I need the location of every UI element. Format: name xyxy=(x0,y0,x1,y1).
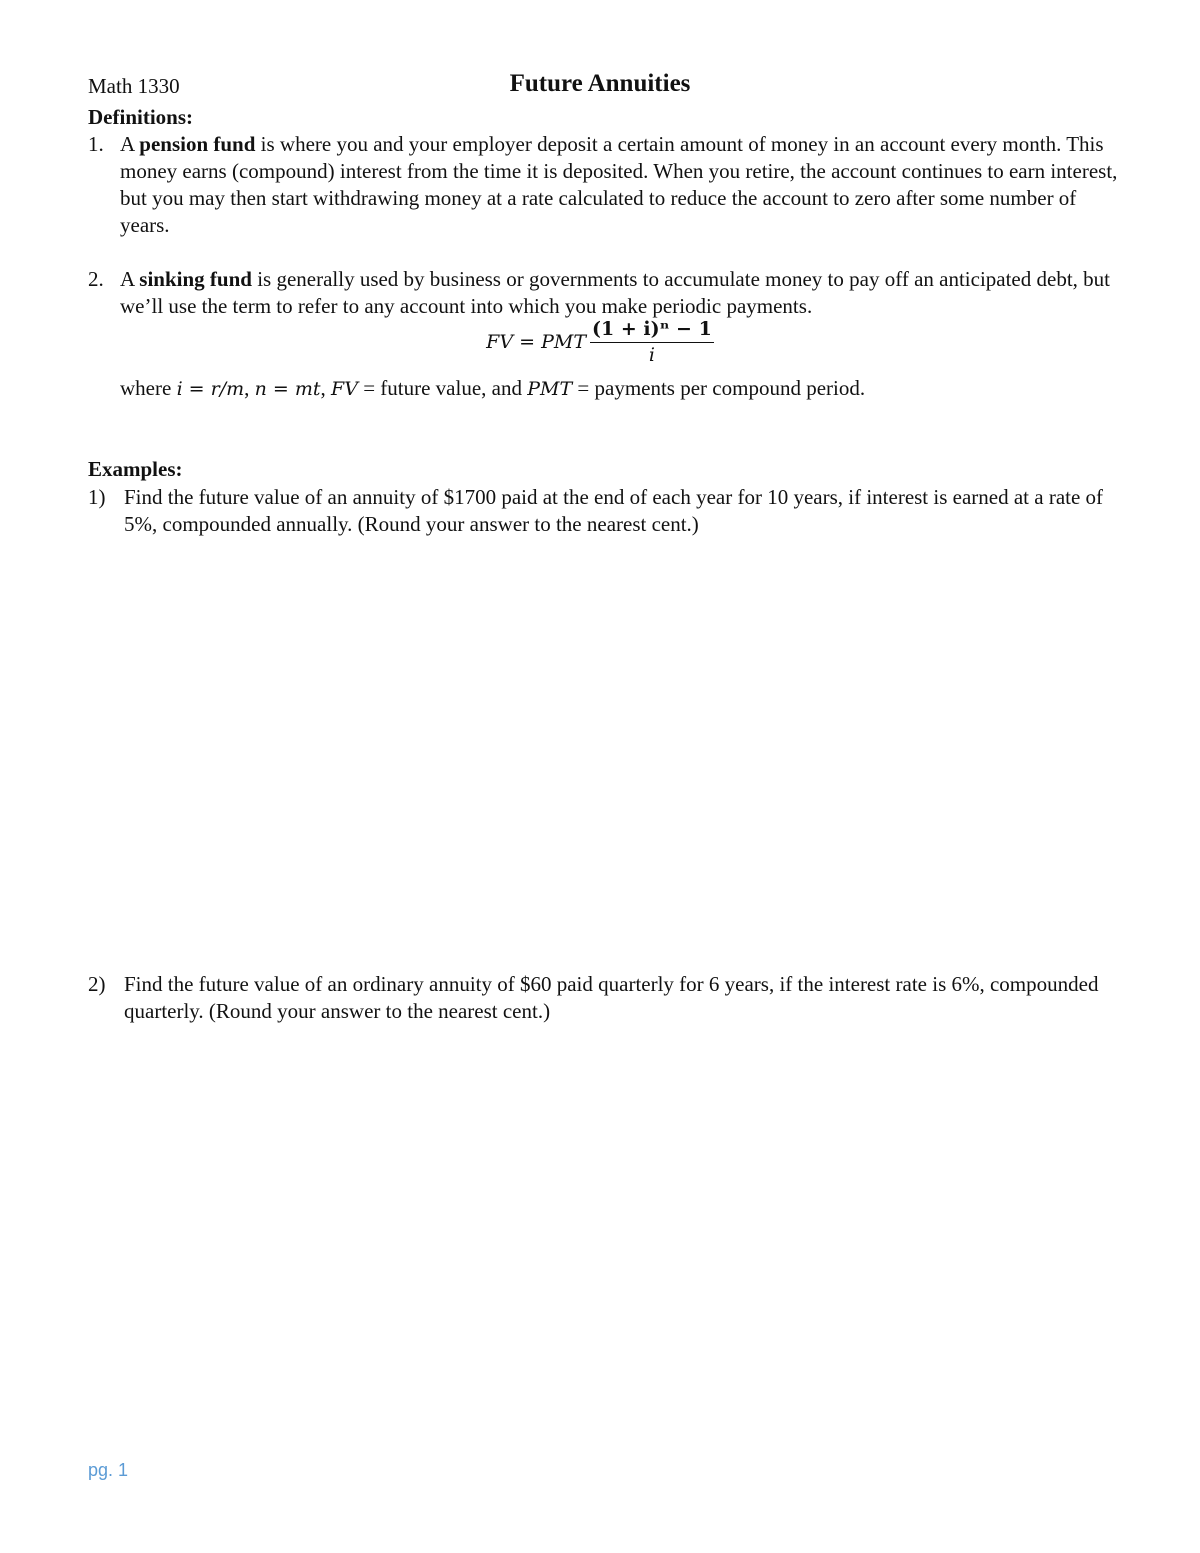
separator: , xyxy=(320,376,332,400)
formula-variables-line xyxy=(120,376,865,401)
example-item xyxy=(88,971,1128,1025)
definition-lead: A xyxy=(120,267,140,291)
formula-fraction xyxy=(590,318,714,366)
page-title: Future Annuities xyxy=(509,70,691,97)
i-definition: i = r/m xyxy=(176,378,245,400)
page-number: pg. 1 xyxy=(88,1460,129,1480)
formula-denominator: i xyxy=(648,344,655,366)
definition-number: 1. xyxy=(88,132,104,156)
example-item xyxy=(88,484,1128,538)
definition-item xyxy=(88,266,1128,320)
pmt-definition-text: = payments per compound period. xyxy=(572,376,866,400)
definitions-heading: Definitions: xyxy=(88,105,193,129)
course-label: Math 1330 xyxy=(88,74,180,98)
pmt-symbol: PMT xyxy=(527,378,573,400)
example-text: Find the future value of an annuity of $1700 paid at the end of each year for 10 years, if interest is earned at a rate of 5%, compounded annually. (Round your answer to the nearest cent.) xyxy=(124,485,1104,536)
separator: , xyxy=(244,376,255,400)
definition-number: 2. xyxy=(88,267,104,291)
definition-item xyxy=(88,131,1128,239)
definition-text: is where you and your employer deposit a certain amount of money in an account every month. This money earns (compound) interest from the time it is deposited. When you retire, the account continues to earn interest, but you may then start withdrawing money at a rate calculated to reduce the account to zero after some number of years. xyxy=(120,132,1118,237)
examples-heading: Examples: xyxy=(88,457,183,481)
n-definition: n = mt xyxy=(254,378,321,400)
future-value-formula xyxy=(0,318,1200,366)
example-text: Find the future value of an ordinary annuity of $60 paid quarterly for 6 years, if the interest rate is 6%, compounded quarterly. (Round your answer to the nearest cent.) xyxy=(124,972,1099,1023)
definition-body xyxy=(120,266,1128,320)
formula-numerator: (1 + i)ⁿ − 1 xyxy=(590,318,714,343)
example-number: 2) xyxy=(88,972,106,996)
fv-symbol: FV xyxy=(331,378,358,400)
formula-lhs: FV = PMT xyxy=(486,331,586,353)
definition-lead: A xyxy=(120,132,140,156)
fv-definition-text: = future value, and xyxy=(357,376,528,400)
definition-term: sinking fund xyxy=(139,267,252,291)
definition-body xyxy=(120,131,1128,239)
where-text: where xyxy=(120,376,177,400)
example-number: 1) xyxy=(88,485,106,509)
definition-term: pension fund xyxy=(139,132,256,156)
definition-text: is generally used by business or governments to accumulate money to pay off an anticipated debt, but we’ll use the term to refer to any account into which you make periodic payments. xyxy=(120,267,1110,318)
